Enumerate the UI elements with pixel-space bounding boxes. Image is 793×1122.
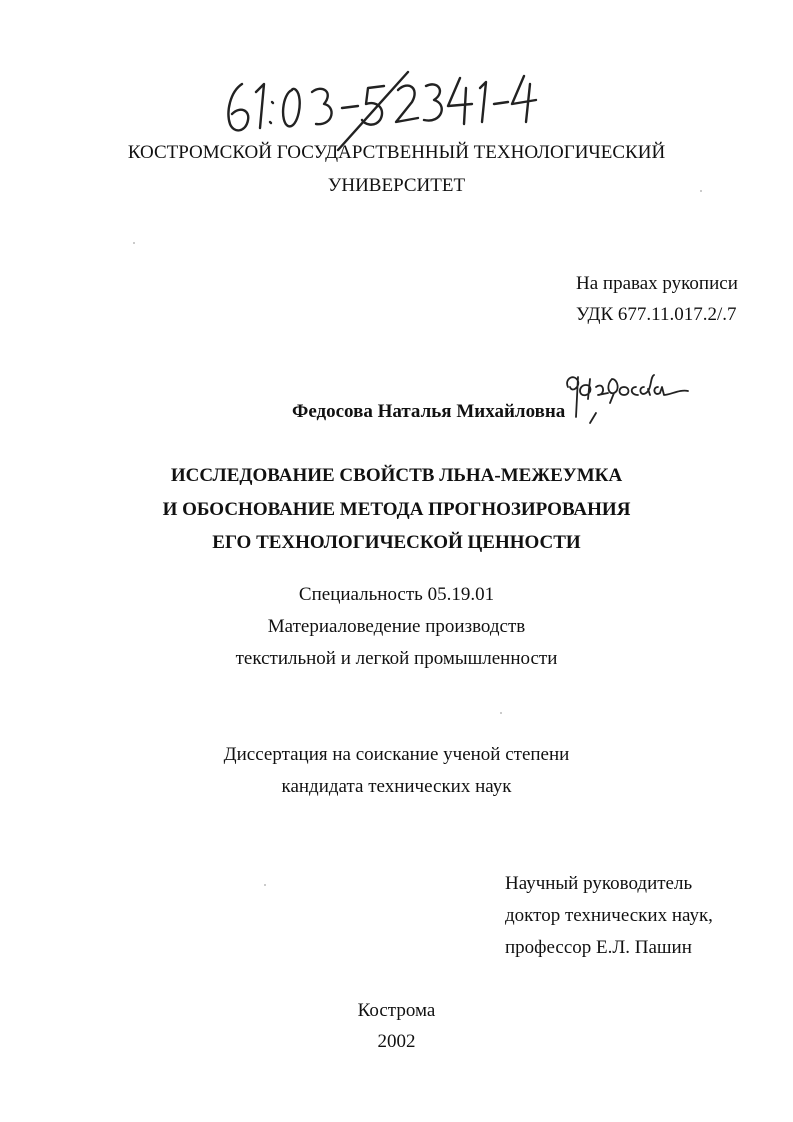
title-line-1: ИССЛЕДОВАНИЕ СВОЙСТВ ЛЬНА-МЕЖЕУМКА bbox=[170, 465, 623, 486]
degree-line-2: кандидата технических наук bbox=[281, 776, 512, 797]
university-name-line2: УНИВЕРСИТЕТ bbox=[327, 175, 466, 196]
manuscript-rights-note: На правах рукописи bbox=[576, 273, 738, 294]
handwritten-archive-number bbox=[212, 62, 542, 152]
supervisor-role: Научный руководитель bbox=[505, 873, 693, 894]
title-line-2: И ОБОСНОВАНИЕ МЕТОДА ПРОГНОЗИРОВАНИЯ bbox=[162, 499, 631, 520]
specialty-line-1: Материаловедение производств bbox=[267, 616, 526, 637]
author-name: Федосова Наталья Михайловна bbox=[292, 401, 566, 422]
title-line-3: ЕГО ТЕХНОЛОГИЧЕСКОЙ ЦЕННОСТИ bbox=[212, 532, 581, 553]
scan-speck bbox=[700, 190, 702, 192]
city: Кострома bbox=[357, 1000, 436, 1021]
year: 2002 bbox=[377, 1031, 416, 1052]
specialty-code: Специальность 05.19.01 bbox=[298, 584, 495, 605]
supervisor-degree: доктор технических наук, bbox=[505, 905, 713, 926]
author-signature bbox=[560, 365, 690, 425]
supervisor-name: профессор Е.Л. Пашин bbox=[505, 937, 692, 958]
scan-speck bbox=[500, 712, 502, 714]
scan-speck bbox=[264, 884, 266, 886]
degree-line-1: Диссертация на соискание ученой степени bbox=[223, 744, 570, 765]
university-name-line1: КОСТРОМСКОЙ ГОСУДАРСТВЕННЫЙ ТЕХНОЛОГИЧЕСКИЙ bbox=[127, 142, 666, 163]
scan-speck bbox=[133, 242, 135, 244]
udk-code: УДК 677.11.017.2/.7 bbox=[576, 304, 737, 325]
specialty-line-2: текстильной и легкой промышленности bbox=[235, 648, 558, 669]
